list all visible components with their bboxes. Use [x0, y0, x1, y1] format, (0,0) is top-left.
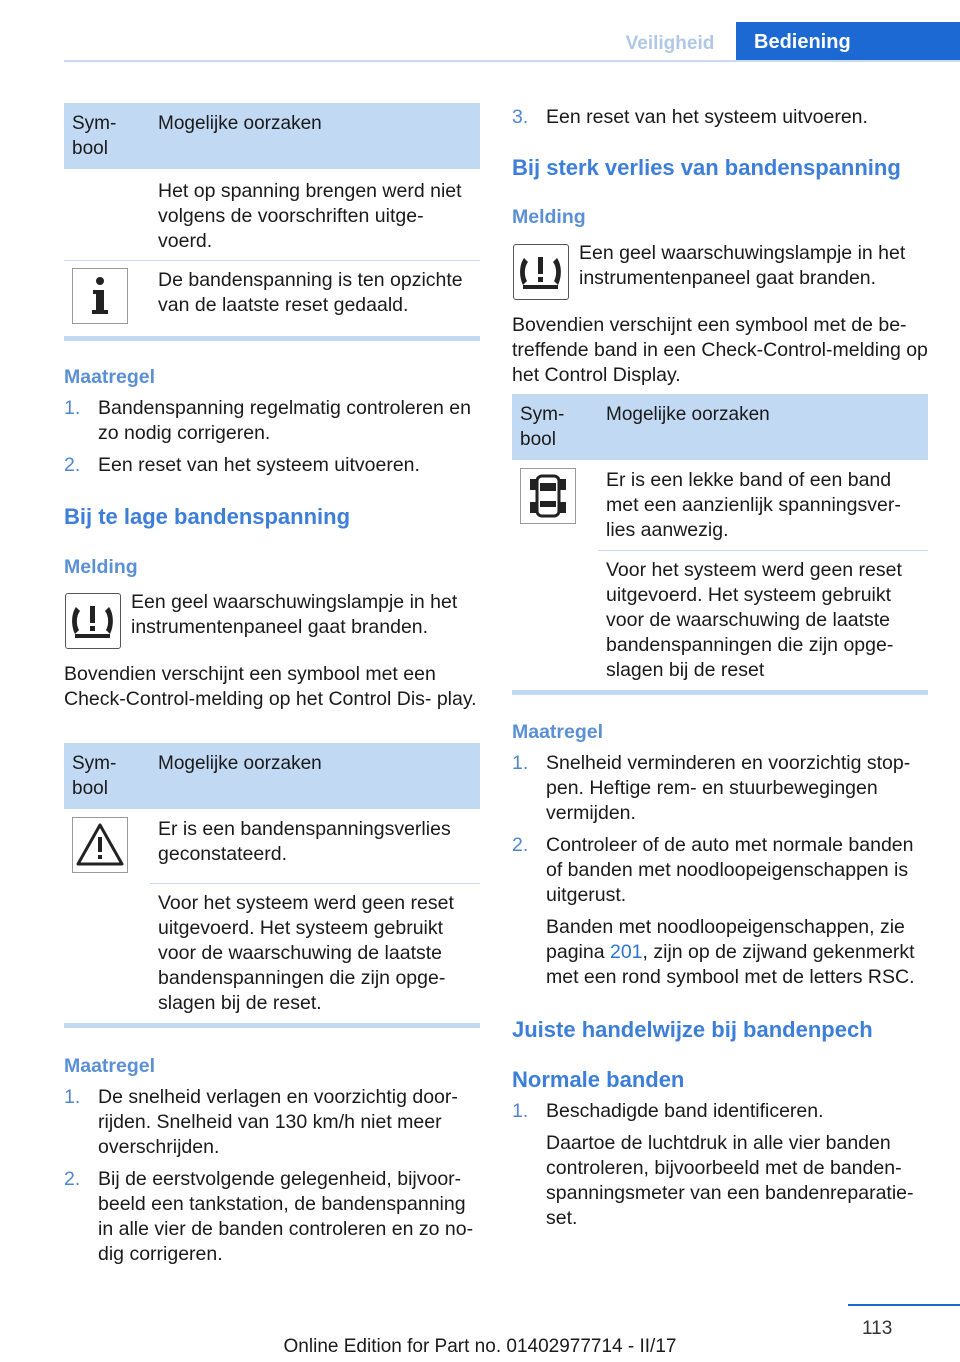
page-header	[0, 0, 960, 62]
subsection-title: Normale banden	[512, 1067, 685, 1092]
list-text: Beschadigde band identificeren.	[546, 1100, 824, 1122]
column-header-symbol: Sym‐ bool	[520, 404, 565, 450]
paragraph: Bovendien verschijnt een symbool met een Check-Control-melding op het Control Dis‐ play.	[64, 663, 477, 710]
causes-table-2	[64, 743, 480, 1023]
warning-text: Een geel waarschuwingslampje in het instrumentenpaneel gaat branden.	[579, 242, 906, 289]
cause-text: De bandenspanning is ten opzichte van de laatste reset gedaald.	[158, 269, 463, 316]
cause-text: Voor het systeem werd geen reset uitgevoerd. Het systeem gebruikt voor de waarschuwing de laatste bandenspanningen die zijn opge‐ slagen bij de reset	[606, 559, 902, 681]
column-header-causes: Mogelijke oorzaken	[158, 113, 322, 134]
table-header	[64, 103, 480, 169]
table-header	[512, 394, 928, 460]
list-item	[512, 1099, 928, 1124]
causes-table-1	[64, 103, 480, 340]
column-header-symbol: Sym‐ bool	[72, 753, 117, 799]
cause-text: Er is een lekke band of een band met een aanzienlijk spanningsver‐ lies aanwezig.	[606, 469, 901, 541]
table-row	[64, 260, 480, 340]
tab-operation[interactable]: Bediening	[736, 22, 960, 62]
list-item	[64, 453, 480, 478]
page-number: 113	[862, 1318, 893, 1339]
warning-text: Een geel waarschuwingslampje in het instrumentenpaneel gaat branden.	[131, 591, 458, 638]
list-text: Een reset van het systeem uitvoeren.	[98, 454, 420, 476]
list-text: De snelheid verlagen en voorzichtig door‐ rijden. Snelheid van 130 km/h niet meer overschrijden.	[98, 1086, 458, 1158]
list-text: Bandenspanning regelmatig controleren en zo nodig corrigeren.	[98, 397, 471, 444]
tire-pressure-warning-icon	[65, 593, 121, 649]
paragraph: Bovendien verschijnt een symbool met de be‐ treffende band in een Check-Control-melding op het Control Display.	[512, 314, 928, 386]
cause-text: Er is een bandenspanningsverlies geconstateerd.	[158, 818, 451, 865]
list-note: Daartoe de luchtdruk in alle vier banden controleren, bijvoorbeeld met de banden‐ spanningsmeter van een bandenreparatie‐ set.	[546, 1132, 914, 1229]
section-title: Bij te lage bandenspanning	[64, 504, 351, 529]
cause-text: Voor het systeem werd geen reset uitgevoerd. Het systeem gebruikt voor de waarschuwing de laatste bandenspanningen die zijn opge‐ slagen bij de reset.	[158, 892, 454, 1014]
list-number: 2.	[64, 1168, 81, 1190]
table-end-bar	[512, 690, 928, 695]
table-row	[64, 883, 480, 1023]
list-item	[64, 396, 480, 444]
info-icon	[72, 268, 128, 324]
list-item	[64, 1167, 480, 1267]
list-number: 1.	[64, 1086, 81, 1108]
section-title: Juiste handelwijze bij bandenpech	[512, 1017, 873, 1042]
list-number: 2.	[64, 454, 81, 476]
tab-safety[interactable]: Veiligheid	[625, 33, 715, 54]
list-number: 1.	[512, 752, 529, 774]
table-row	[512, 460, 928, 550]
list-item	[512, 833, 928, 908]
header-divider	[64, 60, 960, 62]
column-header-causes: Mogelijke oorzaken	[606, 404, 770, 425]
table-header	[64, 743, 480, 809]
footer-divider	[848, 1304, 960, 1306]
table-row	[64, 809, 480, 883]
causes-table-3	[512, 394, 928, 690]
table-end-bar	[64, 336, 480, 341]
table-end-bar	[64, 1023, 480, 1028]
measure-title: Maatregel	[64, 1055, 156, 1077]
car-tire-icon	[520, 468, 576, 524]
table-row	[512, 550, 928, 690]
list-text: Snelheid verminderen en voorzichtig stop‐ pen. Heftige rem- en stuurbewegingen vermijden.	[546, 752, 911, 824]
edition-label: Online Edition for Part no. 01402977714 - II/17	[283, 1336, 677, 1357]
list-number: 2.	[512, 834, 529, 856]
cause-text: Het op spanning brengen werd niet volgens de voorschriften uitge‐ voerd.	[158, 180, 462, 252]
note-text: , zijn op de zijwand gekenmerkt met een rond symbool met de letters RSC.	[546, 941, 915, 988]
list-item	[64, 1085, 480, 1160]
list-number: 1.	[512, 1100, 529, 1122]
melding-title: Melding	[512, 206, 586, 228]
list-text: Bij de eerstvolgende gelegenheid, bijvoor‐ beeld een tankstation, de bandenspanning in alle vier de banden controleren en zo no‐ dig corrigeren.	[98, 1168, 474, 1265]
section-title: Bij sterk verlies van bandenspanning	[512, 155, 901, 180]
measure-title: Maatregel	[512, 721, 604, 743]
table-row	[64, 169, 480, 260]
list-number: 3.	[512, 106, 529, 128]
column-header-causes: Mogelijke oorzaken	[158, 753, 322, 774]
melding-title: Melding	[64, 556, 138, 578]
column-header-symbol: Sym‐ bool	[72, 113, 117, 159]
tire-pressure-warning-icon	[513, 244, 569, 300]
list-number: 1.	[64, 397, 81, 419]
list-item	[512, 751, 928, 826]
note-text: Banden met noodloopeigenschappen, zie pagina	[546, 916, 905, 963]
list-item	[512, 105, 928, 130]
list-text: Controleer of de auto met normale banden of banden met noodloopeigenschappen is uitgerust.	[546, 834, 914, 906]
list-text: Een reset van het systeem uitvoeren.	[546, 106, 868, 128]
page-link[interactable]: 201	[609, 941, 643, 963]
warning-triangle-icon	[72, 817, 128, 873]
measure-title: Maatregel	[64, 366, 156, 388]
list-note	[546, 915, 928, 990]
